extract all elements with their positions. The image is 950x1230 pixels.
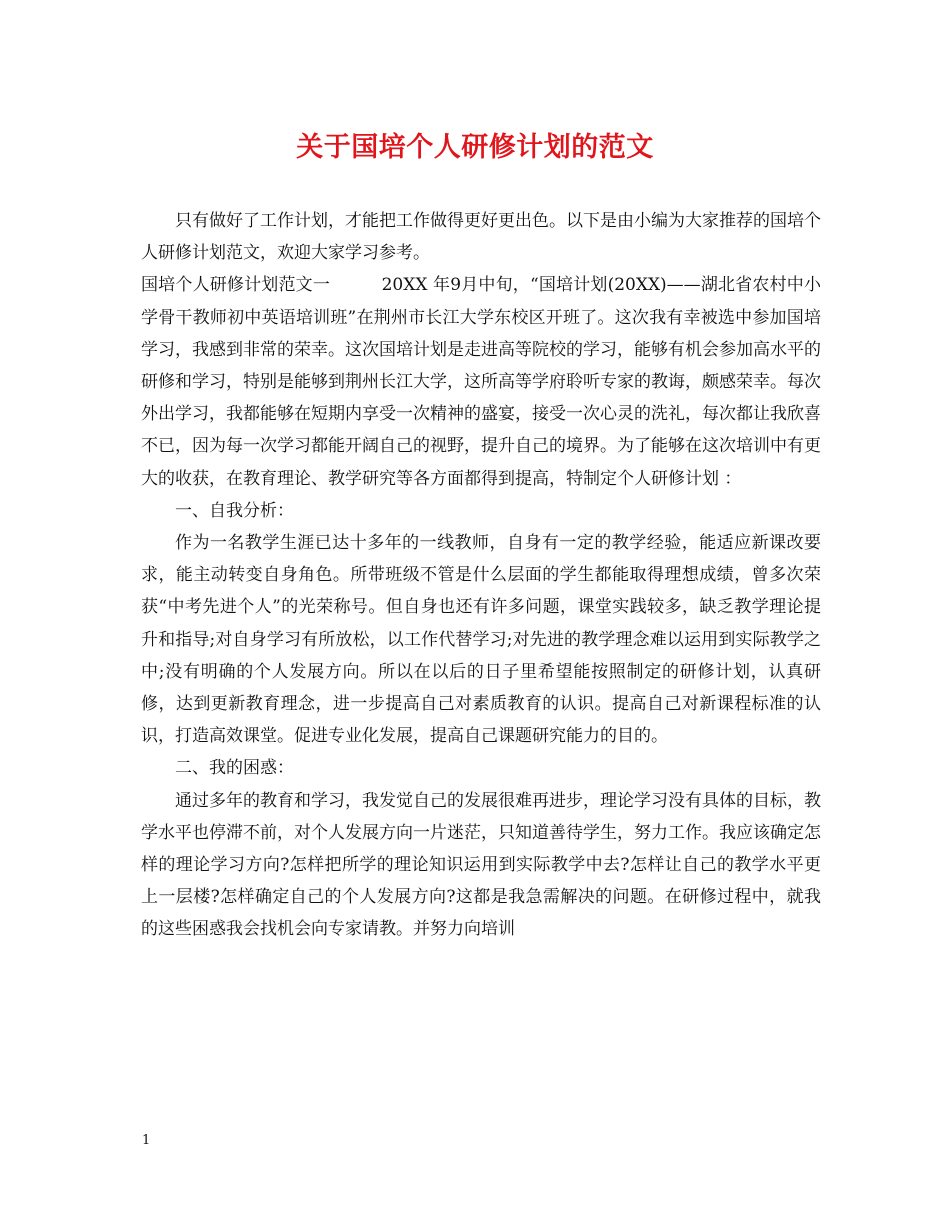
paragraph-self-analysis: 作为一名教学生涯已达十多年的一线教师，自身有一定的教学经验，能适应新课改要求，能主动转变自身角色。所带班级不管是什么层面的学生都能取得理想成绩，曾多次荣获“中考先进个人”的光荣称号。但自身也还有许多问题，课堂实践较多，缺乏教学理论提升和指导;对自身学习有所放松，以工作代替学习;对先进的教学理念难以运用到实际教学之中;没有明确的个人发展方向。所以在以后的日子里希望能按照制定的研修计划，认真研修，达到更新教育理念，进一步提高自己对素质教育的认识。提高自己对新课程标准的认识，打造高效课堂。促进专业化发展，提高自己课题研究能力的目的。 — [141, 533, 821, 747]
document-body — [141, 205, 821, 946]
paragraph-intro: 只有做好了工作计划，才能把工作做得更好更出色。以下是由小编为大家推荐的国培个人研修计划范文，欢迎大家学习参考。 — [141, 211, 821, 264]
document-title: 关于国培个人研修计划的范文 — [296, 132, 654, 163]
section-heading-self-analysis: 一、自我分析： — [175, 500, 294, 521]
page-number: 1 — [142, 1133, 151, 1148]
paragraph-sample-one: 国培个人研修计划范文一 20XX 年9月中旬，“国培计划(20XX)——湖北省农村中小学骨干教师初中英语培训班”在荆州市长江大学东校区开班了。这次我有幸被选中参加国培学习，我感到非常的荣幸。这次国培计划是走进高等院校的学习，能够有机会参加高水平的研修和学习，特别是能够到荆州长江大学，这所高等学府聆听专家的教诲，颇感荣幸。每次外出学习，我都能够在短期内享受一次精神的盛宴，接受一次心灵的洗礼，每次都让我欣喜不已，因为每一次学习都能开阔自己的视野，提升自己的境界。为了能够在这次培训中有更大的收获，在教育理论、教学研究等各方面都得到提高，特制定个人研修计划 ： — [141, 275, 821, 489]
paragraph-confusion: 通过多年的教育和学习，我发觉自己的发展很难再进步，理论学习没有具体的目标，教学水平也停滞不前，对个人发展方向一片迷茫，只知道善待学生，努力工作。我应该确定怎样的理论学习方向?怎样把所学的理论知识运用到实际教学中去?怎样让自己的教学水平更上一层楼?怎样确定自己的个人发展方向?这都是我急需解决的问题。在研修过程中，就我的这些困惑我会找机会向专家请教。并努力向培训 — [141, 790, 821, 940]
section-heading-confusion: 二、我的困惑： — [175, 758, 294, 779]
